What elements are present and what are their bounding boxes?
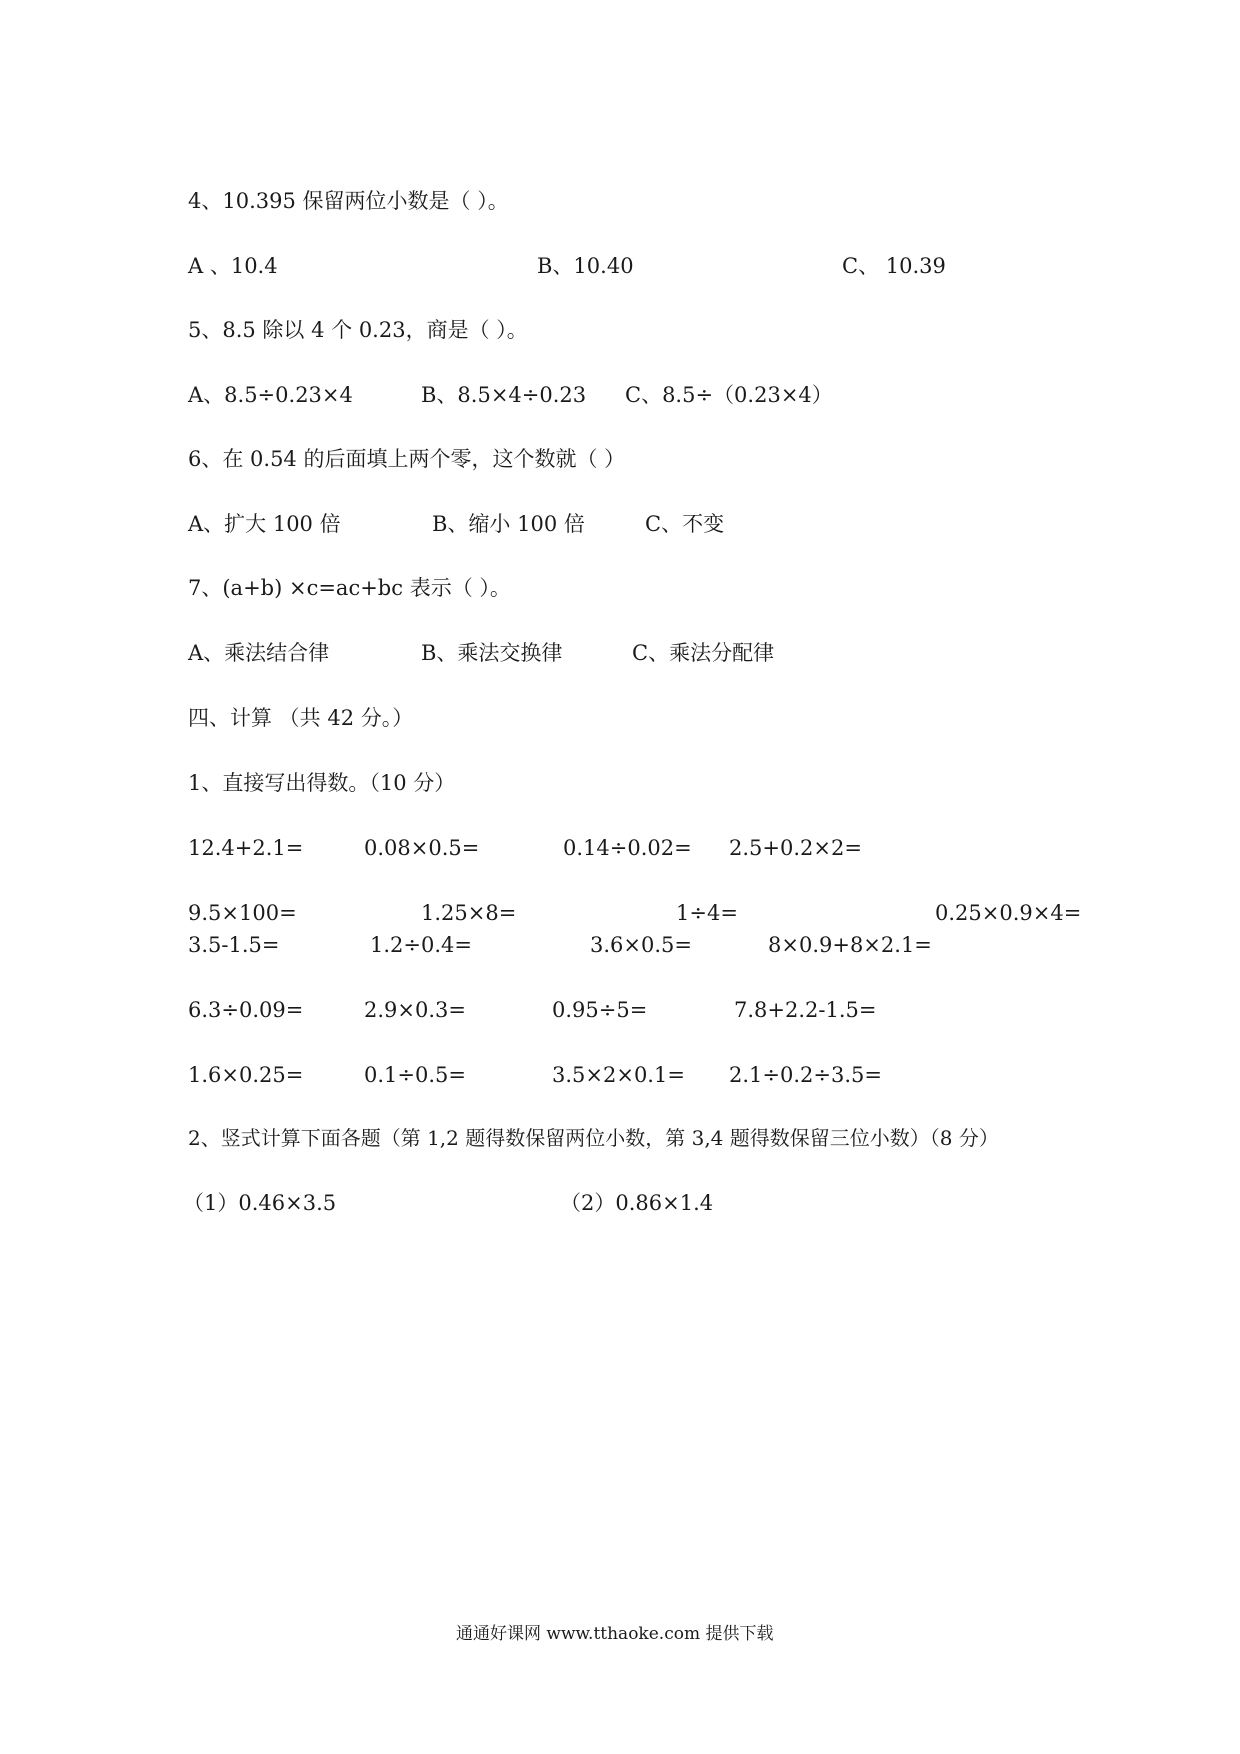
vertical-calc-item-2: （2）0.86×1.4: [560, 1191, 714, 1215]
question-7-stem: 7、(a+b) ×c=ac+bc 表示（ ）。: [188, 576, 511, 600]
calc-item: 1.25×8=: [421, 901, 517, 925]
question-5-option-c: C、8.5÷（0.23×4）: [625, 383, 833, 407]
question-4-option-a: A 、10.4: [188, 254, 278, 278]
calc-item: 1.6×0.25=: [188, 1063, 304, 1087]
calc-item: 3.5×2×0.1=: [552, 1063, 685, 1087]
vertical-calc-item-1: （1）0.46×3.5: [183, 1191, 337, 1215]
question-6-option-b: B、缩小 100 倍: [432, 512, 585, 536]
question-6-stem: 6、在 0.54 的后面填上两个零，这个数就（ ）: [188, 447, 626, 471]
section-title: 四、计算 （共 42 分。）: [188, 706, 414, 730]
calc-item: 0.14÷0.02=: [563, 836, 692, 860]
calc-item: 2.9×0.3=: [364, 998, 466, 1022]
question-4-stem: 4、10.395 保留两位小数是（ ）。: [188, 189, 509, 213]
question-5-stem: 5、8.5 除以 4 个 0.23，商是（ ）。: [188, 318, 528, 342]
footer-text: 通通好课网 www.tthaoke.com 提供下载: [456, 1624, 774, 1644]
calc-item: 1.2÷0.4=: [370, 933, 472, 957]
question-7-option-c: C、乘法分配律: [632, 641, 775, 665]
question-6-option-a: A、扩大 100 倍: [188, 512, 341, 536]
calc-item: 0.95÷5=: [552, 998, 648, 1022]
question-7-option-b: B、乘法交换律: [421, 641, 563, 665]
calc-item: 6.3÷0.09=: [188, 998, 304, 1022]
calc-item: 2.5+0.2×2=: [729, 836, 862, 860]
calc-item: 0.25×0.9×4=: [935, 901, 1082, 925]
question-5-option-a: A、8.5÷0.23×4: [188, 383, 353, 407]
question-4-option-c: C、 10.39: [842, 254, 946, 278]
calc-item: 1÷4=: [676, 901, 738, 925]
calc-item: 3.5-1.5=: [188, 933, 280, 957]
part2-title: 2、竖式计算下面各题（第 1,2 题得数保留两位小数，第 3,4 题得数保留三位小数）（8 分）: [188, 1126, 999, 1150]
calc-item: 7.8+2.2-1.5=: [734, 998, 877, 1022]
part1-title: 1、直接写出得数。（10 分）: [188, 771, 456, 795]
question-5-option-b: B、8.5×4÷0.23: [421, 383, 587, 407]
calc-item: 12.4+2.1=: [188, 836, 304, 860]
calc-item: 0.08×0.5=: [364, 836, 480, 860]
calc-item: 3.6×0.5=: [590, 933, 692, 957]
calc-item: 2.1÷0.2÷3.5=: [729, 1063, 882, 1087]
question-4-option-b: B、10.40: [537, 254, 634, 278]
calc-item: 9.5×100=: [188, 901, 297, 925]
question-7-option-a: A、乘法结合律: [188, 641, 330, 665]
calc-item: 0.1÷0.5=: [364, 1063, 466, 1087]
question-6-option-c: C、不变: [645, 512, 725, 536]
calc-item: 8×0.9+8×2.1=: [768, 933, 932, 957]
